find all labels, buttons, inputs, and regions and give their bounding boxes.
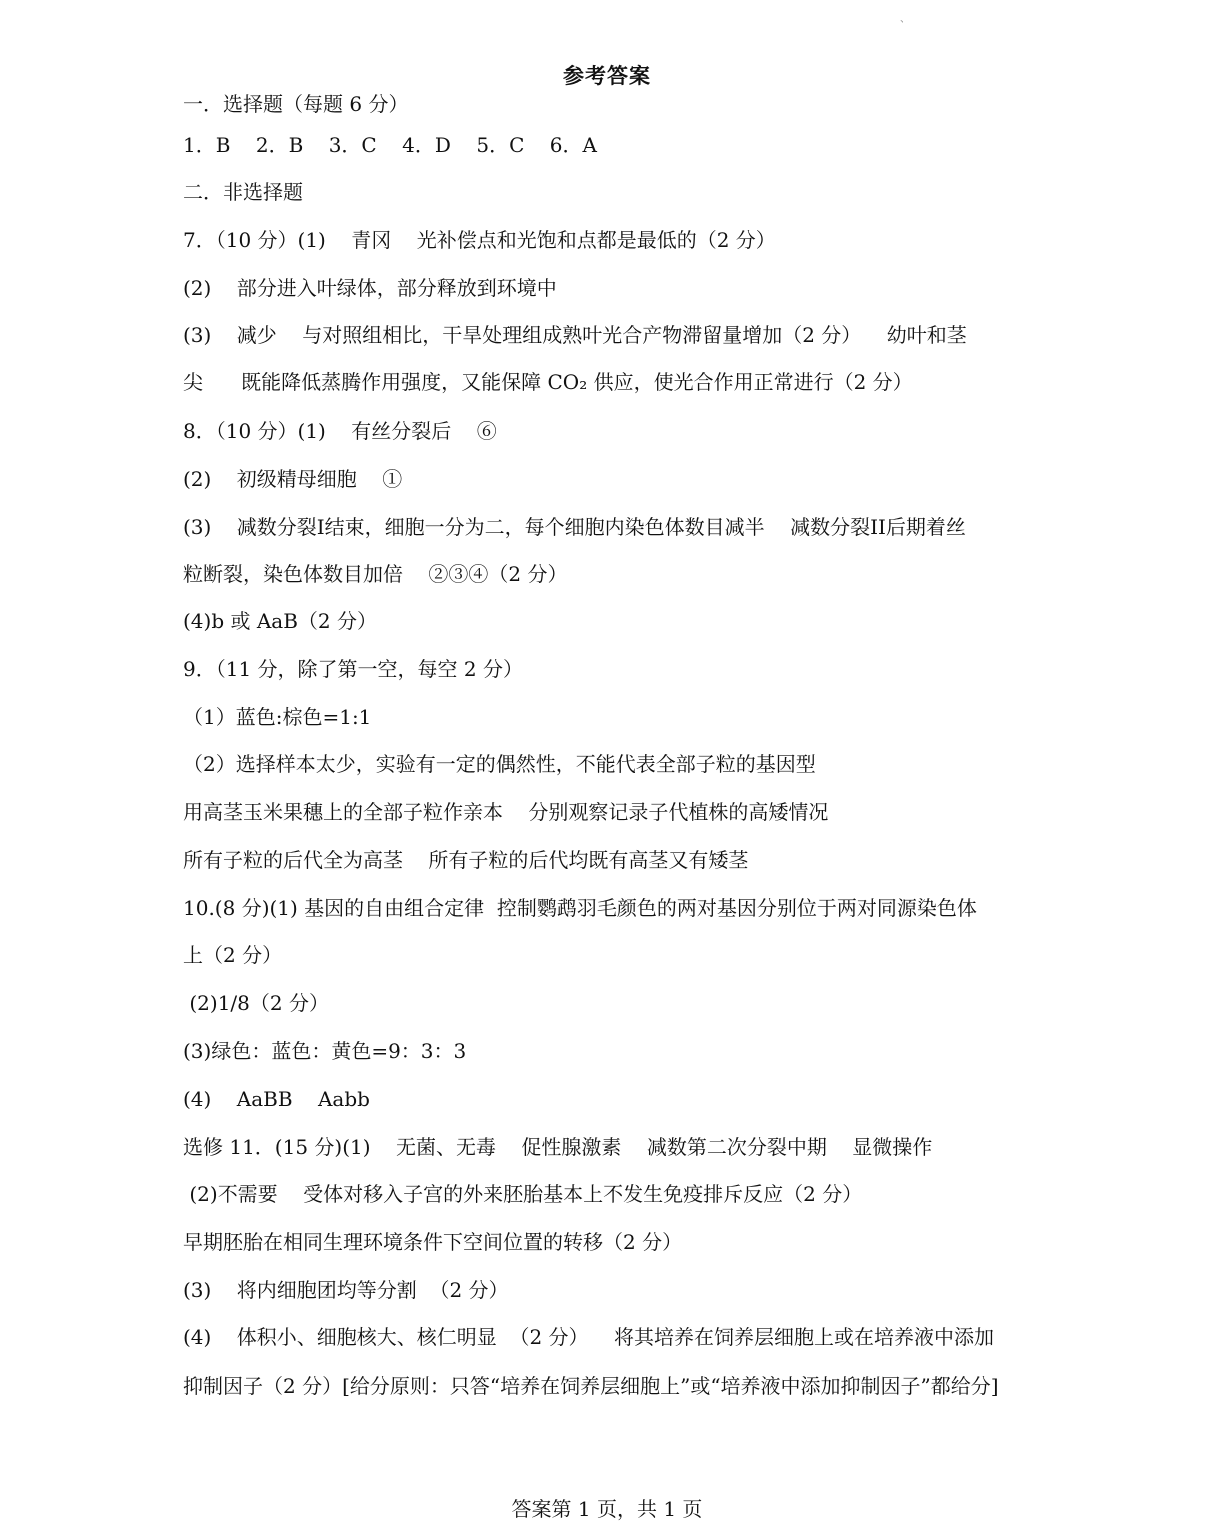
answer-line: (4) 体积小、细胞核大、核仁明显 （2 分） 将其培养在饲养层细胞上或在培养液中添加 [183,1325,994,1349]
answer-line: 尖 既能降低蒸腾作用强度，又能保障 CO₂ 供应，使光合作用正常进行（2 分） [183,370,913,394]
answer-line: (2)1/8（2 分） [183,991,329,1015]
answer-line: 选修 11．(15 分)(1) 无菌、无毒 促性腺激素 减数第二次分裂中期 显微操作 [183,1135,933,1159]
answer-line: 10.(8 分)(1) 基因的自由组合定律 控制鹦鹉羽毛颜色的两对基因分别位于两对同源染色体 [183,896,977,920]
answer-line: 7．（10 分）(1) 青冈 光补偿点和光饱和点都是最低的（2 分） [183,228,776,252]
answer-line: (4)b 或 AaB（2 分） [183,609,377,633]
answer-line: 所有子粒的后代全为高茎 所有子粒的后代均既有高茎又有矮茎 [183,848,749,872]
corner-mark: 、 [900,14,910,25]
answer-line: 早期胚胎在相同生理环境条件下空间位置的转移（2 分） [183,1230,683,1254]
answer-line: 粒断裂，染色体数目加倍 ②③④（2 分） [183,562,568,586]
section-heading-choice: 一．选择题（每题 6 分） [183,92,409,116]
answer-line: 用高茎玉米果穗上的全部子粒作亲本 分别观察记录子代植株的高矮情况 [183,800,829,824]
answer-line: 抑制因子（2 分）[给分原则：只答“培养在饲养层细胞上”或“培养液中添加抑制因子”都给分] [183,1374,999,1398]
answer-line: (3) 减数分裂I结束，细胞一分为二，每个细胞内染色体数目减半 减数分裂II后期着丝 [183,515,966,539]
answer-line: (2) 初级精母细胞 ① [183,467,403,491]
answer-line: (3)绿色：蓝色：黄色=9：3：3 [183,1039,467,1063]
answer-line: 9．（11 分，除了第一空，每空 2 分） [183,657,523,681]
answer-line: (4) AaBB Aabb [183,1087,370,1111]
page-footer: 答案第 1 页，共 1 页 [511,1497,703,1521]
answer-line: （2）选择样本太少，实验有一定的偶然性，不能代表全部子粒的基因型 [183,752,816,776]
choice-answers: 1．B 2．B 3．C 4．D 5．C 6．A [183,133,597,157]
answer-line: (2)不需要 受体对移入子宫的外来胚胎基本上不发生免疫排斥反应（2 分） [183,1182,863,1206]
answer-line: (2) 部分进入叶绿体，部分释放到环境中 [183,276,557,300]
answer-line: （1）蓝色:棕色=1:1 [183,705,372,729]
answer-line: 8．（10 分）(1) 有丝分裂后 ⑥ [183,419,497,443]
answer-line: 上（2 分） [183,943,283,967]
answer-line: (3) 减少 与对照组相比，干旱处理组成熟叶光合产物滞留量增加（2 分） 幼叶和茎 [183,323,967,347]
section-heading-nonchoice: 二．非选择题 [183,180,303,204]
page-title: 参考答案 [563,63,651,88]
answer-line: (3) 将内细胞团均等分割 （2 分） [183,1278,509,1302]
